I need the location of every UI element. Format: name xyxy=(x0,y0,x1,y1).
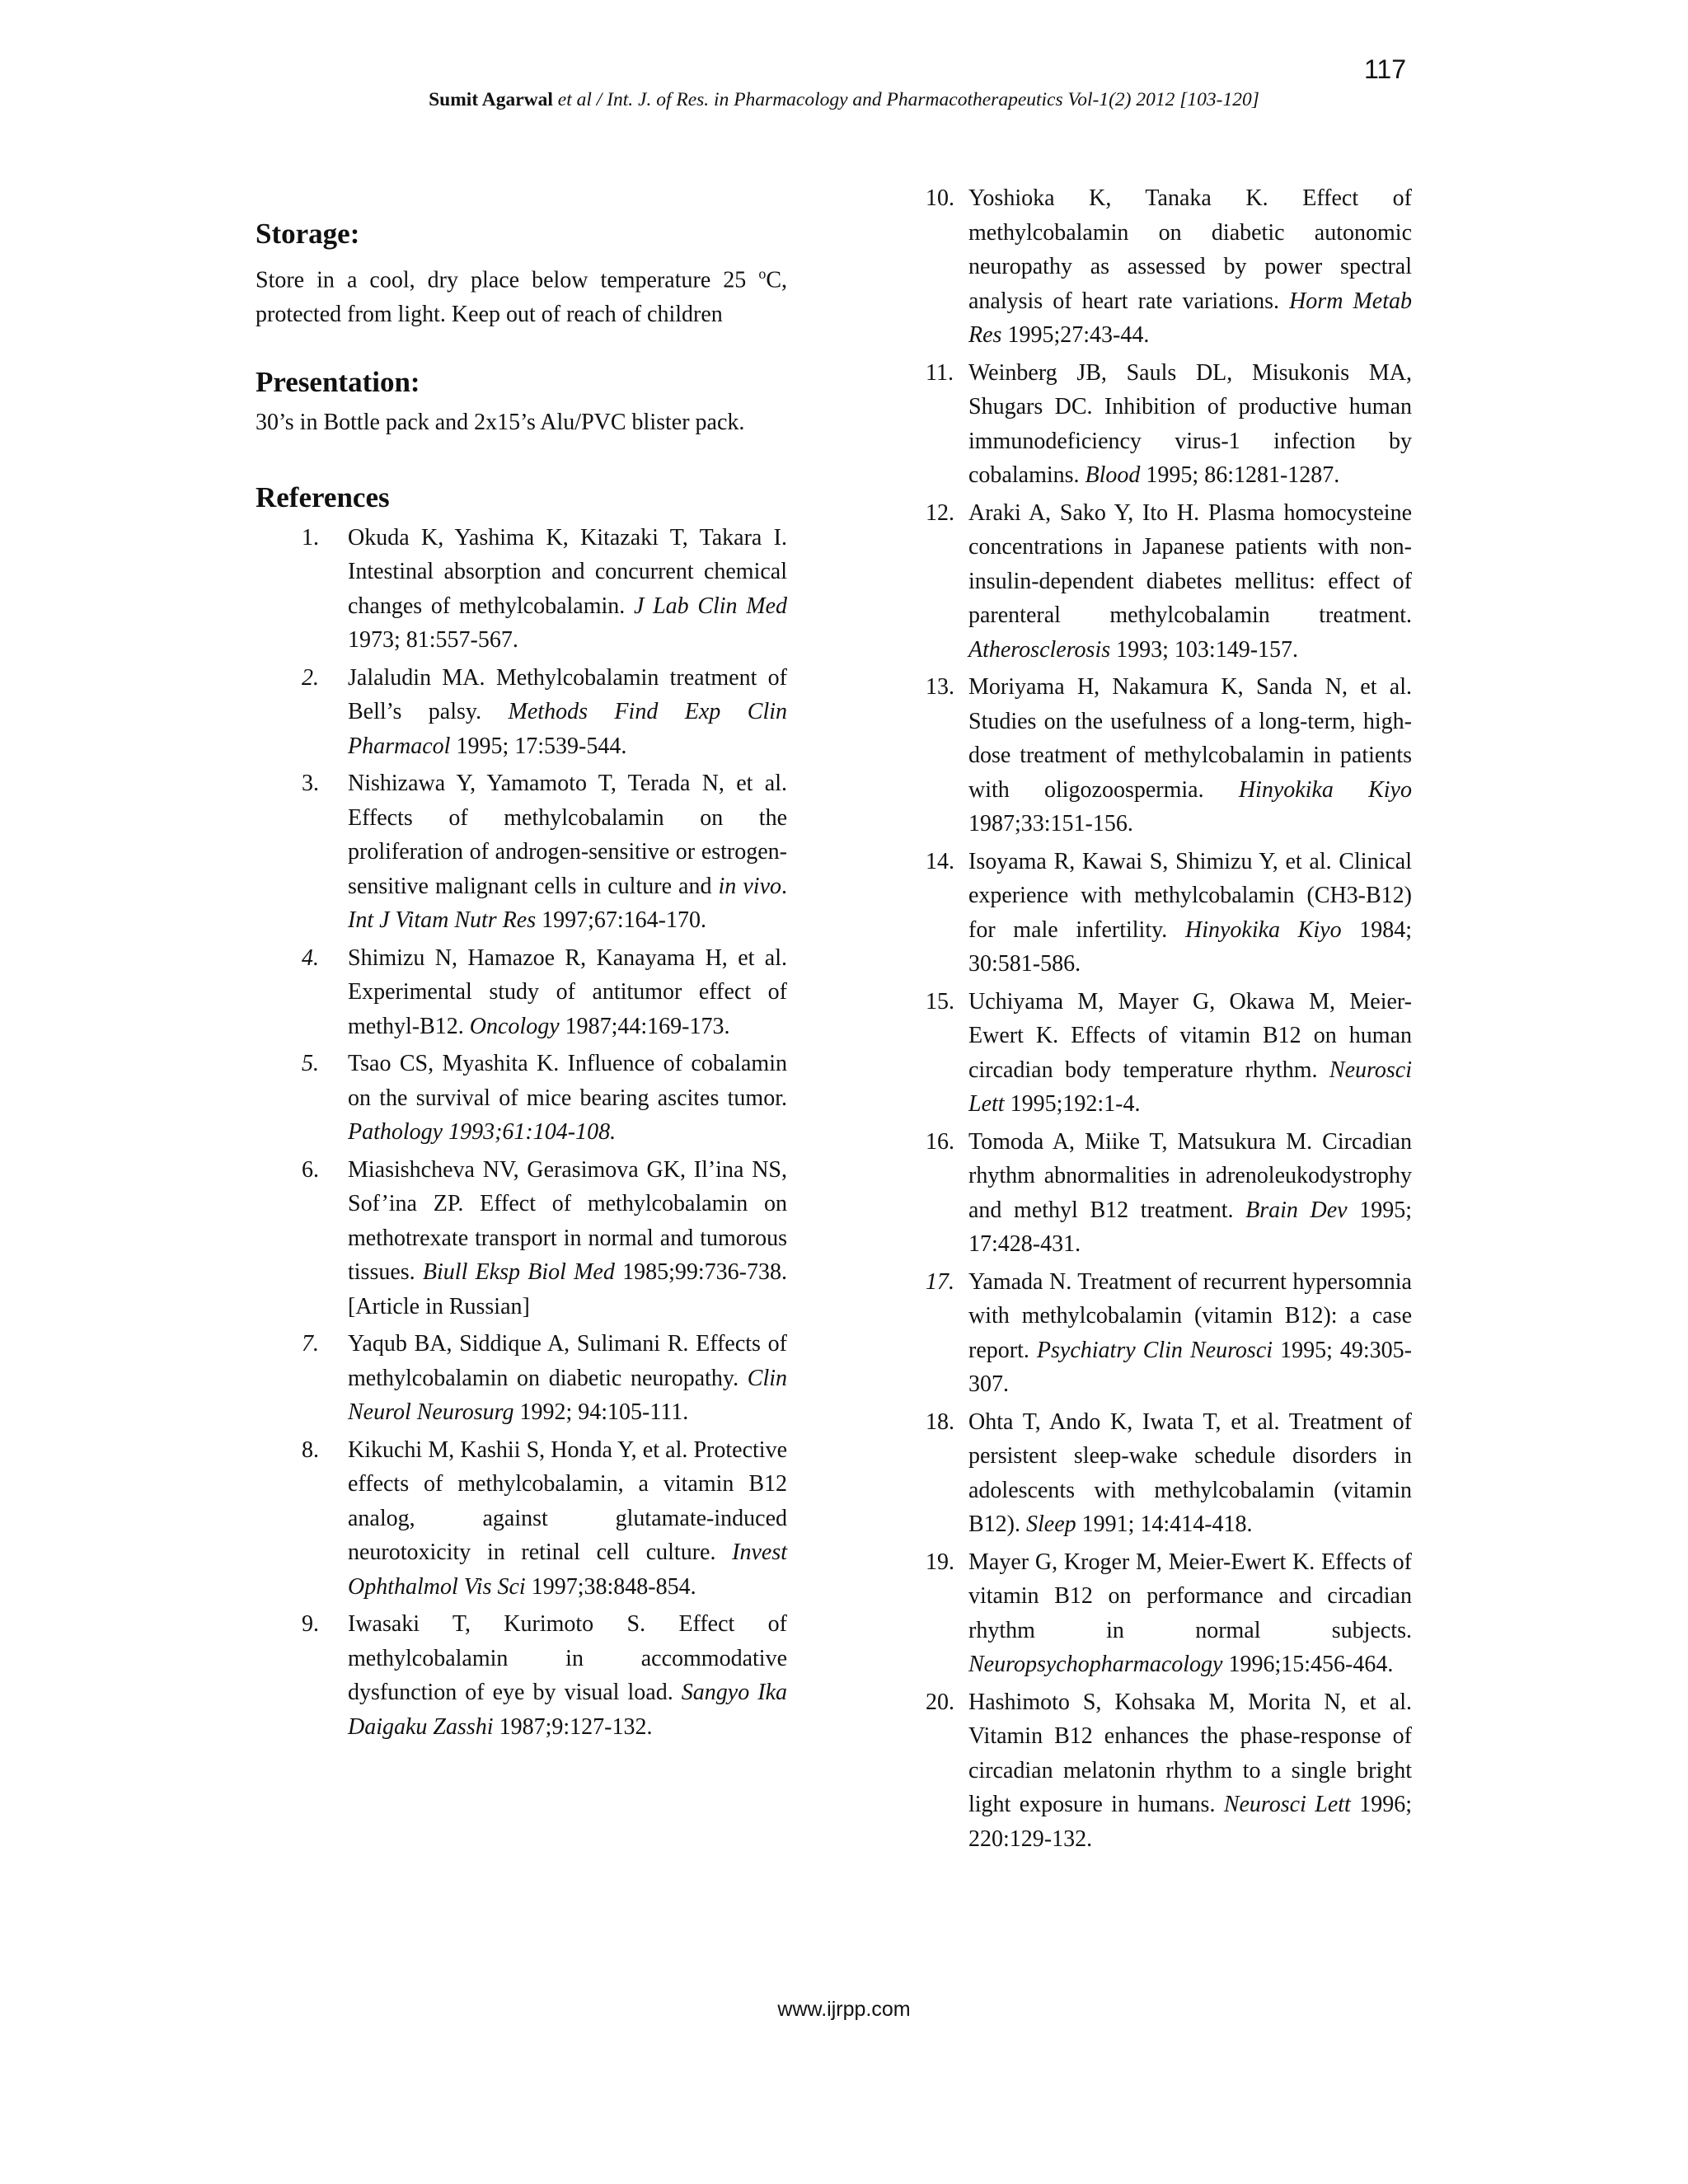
reference-item xyxy=(256,521,787,658)
reference-item xyxy=(926,1685,1412,1857)
reference-journal: Sangyo Ika Daigaku Zasshi xyxy=(348,1680,787,1740)
reference-segment: Shimizu N, Hamazoe R, Kanayama H, et al. Experimental study of antitumor effect of methyl-B12. xyxy=(348,944,787,1039)
reference-segment: Kikuchi M, Kashii S, Honda Y, et al. Protective effects of methylcobalamin, a vitamin B12 analog, against glutamate-induced neurotoxicity in retinal cell culture. xyxy=(348,1436,787,1566)
reference-segment: Jalaludin MA. Methylcobalamin treatment of Bell’s palsy. xyxy=(348,664,787,725)
reference-journal: Neuropsychopharmacology xyxy=(968,1652,1223,1677)
reference-item xyxy=(926,1545,1412,1682)
reference-segment: 1987;44:169-173. xyxy=(559,1013,730,1039)
reference-item xyxy=(256,661,787,764)
reference-segment: 1995; 17:428-431. xyxy=(968,1197,1413,1257)
reference-segment: 1996; 220:129-132. xyxy=(968,1792,1413,1852)
reference-journal: Methods Find Exp Clin Pharmacol xyxy=(348,699,788,759)
reference-number: 2. xyxy=(302,664,319,691)
reference-text xyxy=(968,1125,1412,1262)
reference-journal: Clin Neurol Neurosurg xyxy=(348,1365,787,1426)
reference-segment: 1997;38:848-854. xyxy=(525,1573,696,1600)
reference-number: 20. xyxy=(926,1689,954,1715)
reference-text xyxy=(968,1685,1412,1857)
reference-number: 8. xyxy=(302,1436,319,1463)
reference-number: 3. xyxy=(302,771,319,797)
reference-journal: Horm Metab Res xyxy=(968,288,1412,348)
reference-journal: Hinyokika Kiyo xyxy=(1184,916,1342,943)
degree-superscript: o xyxy=(758,265,767,282)
reference-item xyxy=(926,845,1412,982)
reference-text xyxy=(968,670,1412,841)
reference-segment: 1995;27:43-44. xyxy=(1001,322,1150,348)
reference-segment: 1995; 86:1281-1287. xyxy=(1140,462,1340,488)
reference-text xyxy=(348,1327,787,1430)
reference-item xyxy=(256,1153,787,1324)
reference-segment: Moriyama H, Nakamura K, Sanda N, et al. Studies on the usefulness of a long-term, high-dose treatment of methylcobalamin in patients with oligozoospermia. xyxy=(968,674,1412,803)
reference-segment: 1984; 30:581-586. xyxy=(968,916,1413,977)
reference-segment: 1996;15:456-464. xyxy=(1222,1652,1394,1677)
reference-item xyxy=(256,766,787,938)
reference-segment: Nishizawa Y, Yamamoto T, Terada N, et al. Effects of methylcobalamin on the proliferation of androgen-sensitive or estrogen-sensitive malignant cells in culture and xyxy=(348,771,787,899)
reference-text xyxy=(968,1405,1412,1542)
reference-text xyxy=(348,1433,787,1605)
reference-journal: Blood xyxy=(1085,462,1141,488)
left-column xyxy=(256,216,787,1747)
reference-segment: 1985;99:736-738. [Article in Russian] xyxy=(348,1259,787,1319)
reference-segment: 1995;192:1-4. xyxy=(1004,1091,1141,1117)
reference-segment: 1995; 49:305-307. xyxy=(968,1337,1412,1397)
reference-segment: 1995; 17:539-544. xyxy=(450,733,627,759)
reference-journal: Biull Eksp Biol Med xyxy=(422,1259,615,1286)
reference-segment: Uchiyama M, Mayer G, Okawa M, Meier-Ewert K. Effects of vitamin B12 on human circadian body temperature rhythm. xyxy=(968,988,1412,1083)
reference-text xyxy=(348,1607,787,1744)
reference-text xyxy=(968,1545,1412,1682)
presentation-section xyxy=(256,364,787,440)
reference-item xyxy=(926,1405,1412,1542)
reference-text xyxy=(348,766,787,938)
references-heading: References xyxy=(256,480,390,513)
reference-item xyxy=(926,1265,1412,1402)
reference-number: 7. xyxy=(302,1331,319,1357)
reference-item xyxy=(256,1607,787,1744)
reference-text xyxy=(348,1153,787,1324)
reference-number: 18. xyxy=(926,1408,954,1435)
reference-segment: Ohta T, Ando K, Iwata T, et al. Treatment of persistent sleep-wake schedule disorders in adolescents with methylcobalamin (vitamin B12). xyxy=(968,1408,1412,1537)
reference-journal: Int J Vitam Nutr Res xyxy=(348,907,537,934)
reference-segment: Yoshioka K, Tanaka K. Effect of methylcobalamin on diabetic autonomic neuropathy as assessed by power spectral analysis of heart rate variations. xyxy=(968,185,1412,314)
reference-text xyxy=(968,181,1412,353)
reference-number: 19. xyxy=(926,1549,954,1575)
references-section xyxy=(256,480,787,1745)
reference-segment: Tomoda A, Miike T, Matsukura M. Circadian rhythm abnormalities in adrenoleukodystrophy and methyl B12 treatment. xyxy=(968,1128,1412,1223)
reference-number: 10. xyxy=(926,185,954,211)
reference-number: 11. xyxy=(926,359,954,386)
reference-text xyxy=(968,845,1412,982)
reference-segment: Iwasaki T, Kurimoto S. Effect of methylcobalamin in accommodative dysfunction of eye by visual load. xyxy=(348,1611,787,1706)
reference-item xyxy=(256,1047,787,1150)
right-column xyxy=(926,181,1412,1859)
footer-website: www.ijrpp.com xyxy=(777,1998,911,2021)
reference-number: 12. xyxy=(926,499,954,526)
reference-segment: 1992; 94:105-111. xyxy=(513,1399,689,1426)
reference-segment: 1987;33:151-156. xyxy=(968,811,1133,837)
reference-item xyxy=(926,181,1412,353)
reference-journal: Sleep xyxy=(1026,1511,1076,1537)
reference-item xyxy=(926,496,1412,668)
reference-item xyxy=(926,985,1412,1122)
reference-number: 4. xyxy=(302,944,319,971)
reference-segment: 1991; 14:414-418. xyxy=(1076,1511,1253,1537)
reference-segment: Yamada N. Treatment of recurrent hypersomnia with methylcobalamin (vitamin B12): a case report. xyxy=(968,1268,1412,1363)
reference-number: 15. xyxy=(926,988,954,1015)
reference-item xyxy=(256,1433,787,1605)
storage-text xyxy=(256,257,787,331)
reference-journal: J Lab Clin Med xyxy=(633,593,787,619)
reference-number: 1. xyxy=(302,524,319,551)
reference-segment: 1987;9:127-132. xyxy=(493,1713,653,1740)
reference-item xyxy=(256,941,787,1044)
reference-segment: 1973; 81:557-567. xyxy=(348,627,518,654)
reference-number: 17. xyxy=(926,1268,954,1295)
storage-heading: Storage: xyxy=(256,218,360,250)
reference-segment: Okuda K, Yashima K, Kitazaki T, Takara I. Intestinal absorption and concurrent chemical changes of methylcobalamin. xyxy=(348,524,787,619)
reference-journal: Hinyokika Kiyo xyxy=(1238,776,1412,803)
reference-number: 9. xyxy=(302,1611,319,1638)
reference-segment: Hashimoto S, Kohsaka M, Morita N, et al. Vitamin B12 enhances the phase-response of circadian melatonin rhythm to a single bright light exposure in humans. xyxy=(968,1689,1412,1817)
references-list-left xyxy=(256,521,787,1745)
reference-segment: Yaqub BA, Siddique A, Sulimani R. Effects of methylcobalamin on diabetic neuropathy. xyxy=(348,1331,787,1391)
reference-number: 16. xyxy=(926,1128,954,1155)
reference-segment: Miasishcheva NV, Gerasimova GK, Il’ina NS, Sof’ina ZP. Effect of methylcobalamin on methotrexate transport in normal and tumorous tissues. xyxy=(348,1156,787,1286)
reference-journal: Pathology 1993;61:104-108. xyxy=(348,1119,617,1146)
reference-number: 6. xyxy=(302,1156,319,1183)
header-citation: et al / Int. J. of Res. in Pharmacology and Pharmacotherapeutics Vol-1(2) 2012 [103-120] xyxy=(552,89,1259,110)
reference-text xyxy=(348,661,787,764)
storage-text-after: C, protected from light. Keep out of reach of children xyxy=(256,267,787,327)
reference-segment: Tsao CS, Myashita K. Influence of cobalamin on the survival of mice bearing ascites tumor. xyxy=(348,1051,787,1111)
reference-segment: Weinberg JB, Sauls DL, Misukonis MA, Shugars DC. Inhibition of productive human immunodeficiency virus-1 infection by cobalamins. xyxy=(968,359,1412,488)
reference-journal: Psychiatry Clin Neurosci xyxy=(1036,1337,1273,1363)
reference-text xyxy=(348,521,787,658)
reference-text xyxy=(348,941,787,1044)
reference-journal: Atherosclerosis xyxy=(968,636,1111,663)
running-header xyxy=(0,89,1688,111)
reference-text xyxy=(348,1047,787,1150)
reference-text xyxy=(968,1265,1412,1402)
reference-journal: Oncology xyxy=(469,1013,560,1039)
reference-segment: Araki A, Sako Y, Ito H. Plasma homocysteine concentrations in Japanese patients with non-insulin-dependent diabetes mellitus: effect of parenteral methylcobalamin treatment. xyxy=(968,499,1412,628)
reference-journal: Brain Dev xyxy=(1245,1197,1348,1223)
reference-item xyxy=(926,356,1412,493)
reference-text xyxy=(968,356,1412,493)
reference-segment: . xyxy=(781,873,787,899)
references-list-right xyxy=(926,181,1412,1856)
reference-item xyxy=(256,1327,787,1430)
reference-journal: Neurosci Lett xyxy=(968,1057,1412,1117)
reference-text xyxy=(968,496,1412,668)
presentation-heading: Presentation: xyxy=(256,366,420,399)
reference-segment: 1993; 103:149-157. xyxy=(1110,636,1299,663)
reference-number: 14. xyxy=(926,848,954,874)
reference-item xyxy=(926,670,1412,841)
reference-segment: Isoyama R, Kawai S, Shimizu Y, et al. Clinical experience with methylcobalamin (CH3-B12) for male infertility. xyxy=(968,848,1412,943)
header-author: Sumit Agarwal xyxy=(429,89,553,110)
page-number: 117 xyxy=(1364,54,1407,84)
storage-text-before: Store in a cool, dry place below temperature 25 xyxy=(256,267,759,293)
storage-section xyxy=(256,216,787,331)
reference-segment: 1997;67:164-170. xyxy=(536,907,707,934)
reference-item xyxy=(926,1125,1412,1262)
reference-journal: Invest Ophthalmol Vis Sci xyxy=(348,1540,787,1600)
reference-journal: Neurosci Lett xyxy=(1223,1792,1351,1817)
reference-text xyxy=(968,985,1412,1122)
reference-number: 13. xyxy=(926,674,954,700)
presentation-text: 30’s in Bottle pack and 2x15’s Alu/PVC blister pack. xyxy=(256,410,745,436)
reference-segment: Mayer G, Kroger M, Meier-Ewert K. Effects of vitamin B12 on performance and circadian rhythm in normal subjects. xyxy=(968,1549,1412,1643)
reference-number: 5. xyxy=(302,1051,319,1077)
reference-journal: in vivo xyxy=(718,873,781,899)
